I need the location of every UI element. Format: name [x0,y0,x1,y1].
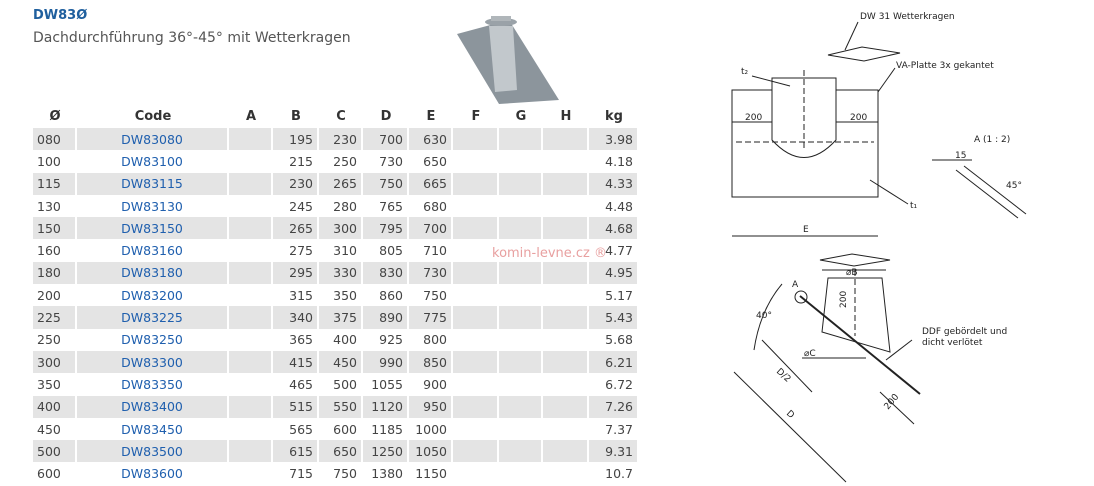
column-header: F [471,108,481,124]
dimension-cell [229,306,273,328]
code-link[interactable]: DW83400 [77,396,229,418]
code-link[interactable]: DW83450 [77,418,229,440]
product-title: DW83Ø [33,8,88,23]
dimension-cell [543,150,589,172]
table-row [33,396,639,418]
dimension-cell: 230 [319,128,363,150]
dimension-cell [543,128,589,150]
column-header: B [291,108,301,124]
weight-cell: 7.26 [589,396,639,418]
dimension-cell: 700 [409,217,453,239]
table-row [33,128,639,150]
dimension-cell [499,373,543,395]
dimension-cell: 1120 [363,396,409,418]
code-link[interactable]: DW83160 [77,239,229,261]
diameter-cell: 450 [33,418,77,440]
dimension-cell [543,284,589,306]
diameter-cell: 600 [33,462,77,484]
svg-text:45°: 45° [1006,181,1022,191]
code-link[interactable]: DW83130 [77,195,229,217]
dimension-cell [499,150,543,172]
dimension-cell [229,239,273,261]
dimension-cell [229,418,273,440]
code-link[interactable]: DW83250 [77,329,229,351]
diameter-cell: 225 [33,306,77,328]
table-row [33,351,639,373]
code-link[interactable]: DW83180 [77,262,229,284]
dimension-cell [229,217,273,239]
dimension-cell: 925 [363,329,409,351]
code-link[interactable]: DW83600 [77,462,229,484]
dimension-cell [229,173,273,195]
svg-text:DDF gebördelt und: DDF gebördelt und [922,327,1008,337]
dimension-cell: 1380 [363,462,409,484]
dimension-cell: 375 [319,306,363,328]
dimension-cell: 250 [319,150,363,172]
dimension-cell [499,284,543,306]
table-row [33,150,639,172]
dimension-cell [543,329,589,351]
table-row [33,173,639,195]
weight-cell: 4.48 [589,195,639,217]
dimension-cell [229,195,273,217]
column-header: kg [605,108,623,124]
dimension-cell: 195 [273,128,319,150]
table-row [33,462,639,484]
diameter-cell: 350 [33,373,77,395]
dimension-cell: 350 [319,284,363,306]
dimension-cell [229,351,273,373]
table-header [33,104,639,128]
code-link[interactable]: DW83350 [77,373,229,395]
column-header: A [245,108,257,124]
svg-text:40°: 40° [756,311,772,321]
svg-text:D/2: D/2 [773,366,793,385]
table-row [33,306,639,328]
code-link[interactable]: DW83080 [77,128,229,150]
diameter-cell: 250 [33,329,77,351]
column-header: Ø [49,108,61,124]
dimension-cell: 730 [363,150,409,172]
weight-cell: 3.98 [589,128,639,150]
dimension-cell [499,173,543,195]
dimension-cell: 450 [319,351,363,373]
dimension-cell: 860 [363,284,409,306]
dimension-cell: 315 [273,284,319,306]
svg-text:t₁: t₁ [910,201,918,211]
dimension-cell [543,418,589,440]
dimension-cell [453,418,499,440]
svg-text:t₂: t₂ [741,67,749,77]
dimension-cell [453,373,499,395]
weight-cell: 10.7 [589,462,639,484]
dimension-cell [453,329,499,351]
dimension-cell: 765 [363,195,409,217]
dimension-table [33,104,639,485]
dimension-cell [229,150,273,172]
table-row [33,195,639,217]
svg-text:200: 200 [745,113,763,123]
diameter-cell: 100 [33,150,77,172]
dimension-cell: 850 [409,351,453,373]
weight-cell: 4.18 [589,150,639,172]
dimension-cell: 1185 [363,418,409,440]
table-row [33,284,639,306]
svg-text:15: 15 [955,151,967,161]
dimension-cell: 890 [363,306,409,328]
dimension-cell [453,262,499,284]
dimension-cell: 900 [409,373,453,395]
watermark: komin-levne.cz ® [492,246,608,261]
code-link[interactable]: DW83500 [77,440,229,462]
svg-text:VA-Platte 3x gekantet: VA-Platte 3x gekantet [896,61,994,71]
dimension-cell [543,373,589,395]
column-header: E [426,108,436,124]
dimension-cell [229,128,273,150]
dimension-cell [453,173,499,195]
dimension-cell: 215 [273,150,319,172]
table-row [33,262,639,284]
svg-text:200: 200 [850,113,868,123]
dimension-cell: 615 [273,440,319,462]
dimension-cell [453,396,499,418]
dimension-cell [453,217,499,239]
weight-cell: 5.43 [589,306,639,328]
dimension-cell: 680 [409,195,453,217]
table-row [33,373,639,395]
dimension-cell: 795 [363,217,409,239]
dimension-cell [229,462,273,484]
dimension-cell: 1250 [363,440,409,462]
code-link[interactable]: DW83225 [77,306,229,328]
svg-text:⌀C: ⌀C [804,349,816,359]
dimension-cell: 515 [273,396,319,418]
diameter-cell: 130 [33,195,77,217]
dimension-cell [453,284,499,306]
dimension-cell [543,173,589,195]
dimension-cell [543,462,589,484]
weight-cell: 4.95 [589,262,639,284]
svg-text:⌀B: ⌀B [846,268,858,278]
weight-cell: 4.33 [589,173,639,195]
svg-text:D: D [783,408,796,421]
dimension-cell: 230 [273,173,319,195]
dimension-cell [499,418,543,440]
dimension-cell [229,329,273,351]
code-link[interactable]: DW83115 [77,173,229,195]
dimension-cell: 600 [319,418,363,440]
dimension-cell: 750 [363,173,409,195]
dimension-cell [453,351,499,373]
dimension-cell: 265 [273,217,319,239]
dimension-cell: 730 [409,262,453,284]
dimension-cell: 415 [273,351,319,373]
dimension-cell [499,217,543,239]
diameter-cell: 115 [33,173,77,195]
column-header: G [515,108,527,124]
dimension-cell: 245 [273,195,319,217]
svg-text:200: 200 [839,290,849,308]
dimension-cell: 295 [273,262,319,284]
dimension-cell [499,128,543,150]
dimension-cell [499,195,543,217]
product-subtitle: Dachdurchführung 36°-45° mit Wetterkragen [33,30,351,46]
dimension-cell: 990 [363,351,409,373]
dimension-cell: 750 [409,284,453,306]
dimension-cell: 465 [273,373,319,395]
code-link[interactable]: DW83100 [77,150,229,172]
dimension-cell [499,440,543,462]
svg-text:dicht verlötet: dicht verlötet [922,338,983,348]
dimension-cell: 330 [319,262,363,284]
weight-cell: 6.72 [589,373,639,395]
diameter-cell: 300 [33,351,77,373]
weight-cell: 6.21 [589,351,639,373]
dimension-cell: 310 [319,239,363,261]
diameter-cell: 500 [33,440,77,462]
weight-cell: 5.17 [589,284,639,306]
weight-cell: 5.68 [589,329,639,351]
svg-text:200: 200 [882,392,902,412]
dimension-cell [453,150,499,172]
dimension-cell: 750 [319,462,363,484]
dimension-cell [229,396,273,418]
dimension-cell [499,462,543,484]
svg-text:A (1 : 2): A (1 : 2) [974,135,1011,145]
dimension-cell: 1000 [409,418,453,440]
dimension-cell: 650 [409,150,453,172]
diameter-cell: 150 [33,217,77,239]
column-header: H [560,108,572,124]
weight-cell: 4.68 [589,217,639,239]
dimension-cell: 365 [273,329,319,351]
code-link[interactable]: DW83150 [77,217,229,239]
dimension-cell [543,217,589,239]
dimension-cell: 710 [409,239,453,261]
weight-cell: 4.77 [589,239,639,261]
diameter-cell: 080 [33,128,77,150]
column-header: C [336,108,346,124]
svg-text:E: E [803,225,809,235]
dimension-cell: 650 [319,440,363,462]
dimension-cell [453,440,499,462]
dimension-cell: 550 [319,396,363,418]
dimension-cell [543,306,589,328]
diameter-cell: 200 [33,284,77,306]
technical-drawing [700,0,1094,486]
dimension-cell: 400 [319,329,363,351]
diameter-cell: 160 [33,239,77,261]
dimension-cell [499,396,543,418]
table-row [33,329,639,351]
dimension-cell: 775 [409,306,453,328]
column-header: Code [134,108,172,124]
dimension-cell: 300 [319,217,363,239]
dimension-cell [543,351,589,373]
product-image [453,12,563,104]
dimension-cell [499,306,543,328]
dimension-cell: 715 [273,462,319,484]
label-wetterkragen: DW 31 Wetterkragen [860,12,955,22]
dimension-cell: 340 [273,306,319,328]
dimension-cell: 265 [319,173,363,195]
weight-cell: 7.37 [589,418,639,440]
dimension-cell [453,128,499,150]
dimension-cell [499,351,543,373]
table-row [33,440,639,462]
dimension-cell: 565 [273,418,319,440]
dimension-cell: 665 [409,173,453,195]
diameter-cell: 180 [33,262,77,284]
dimension-cell: 950 [409,396,453,418]
dimension-cell [453,462,499,484]
dimension-cell [453,195,499,217]
dimension-cell: 630 [409,128,453,150]
diameter-cell: 400 [33,396,77,418]
dimension-cell: 275 [273,239,319,261]
code-link[interactable]: DW83300 [77,351,229,373]
dimension-cell [543,262,589,284]
weight-cell: 9.31 [589,440,639,462]
dimension-cell: 500 [319,373,363,395]
table-row [33,418,639,440]
dimension-cell: 280 [319,195,363,217]
dimension-cell [499,262,543,284]
dimension-cell: 830 [363,262,409,284]
dimension-cell [499,329,543,351]
dimension-cell [229,440,273,462]
dimension-cell: 1050 [409,440,453,462]
dimension-cell [229,262,273,284]
dimension-cell [229,373,273,395]
table-row [33,217,639,239]
dimension-cell: 1150 [409,462,453,484]
dimension-cell: 700 [363,128,409,150]
dimension-cell [229,284,273,306]
svg-text:A: A [792,280,799,290]
dimension-cell: 805 [363,239,409,261]
dimension-cell: 800 [409,329,453,351]
dimension-cell [453,306,499,328]
column-header: D [380,108,392,124]
dimension-cell [543,440,589,462]
code-link[interactable]: DW83200 [77,284,229,306]
dimension-cell: 1055 [363,373,409,395]
dimension-cell [543,195,589,217]
dimension-cell [543,396,589,418]
